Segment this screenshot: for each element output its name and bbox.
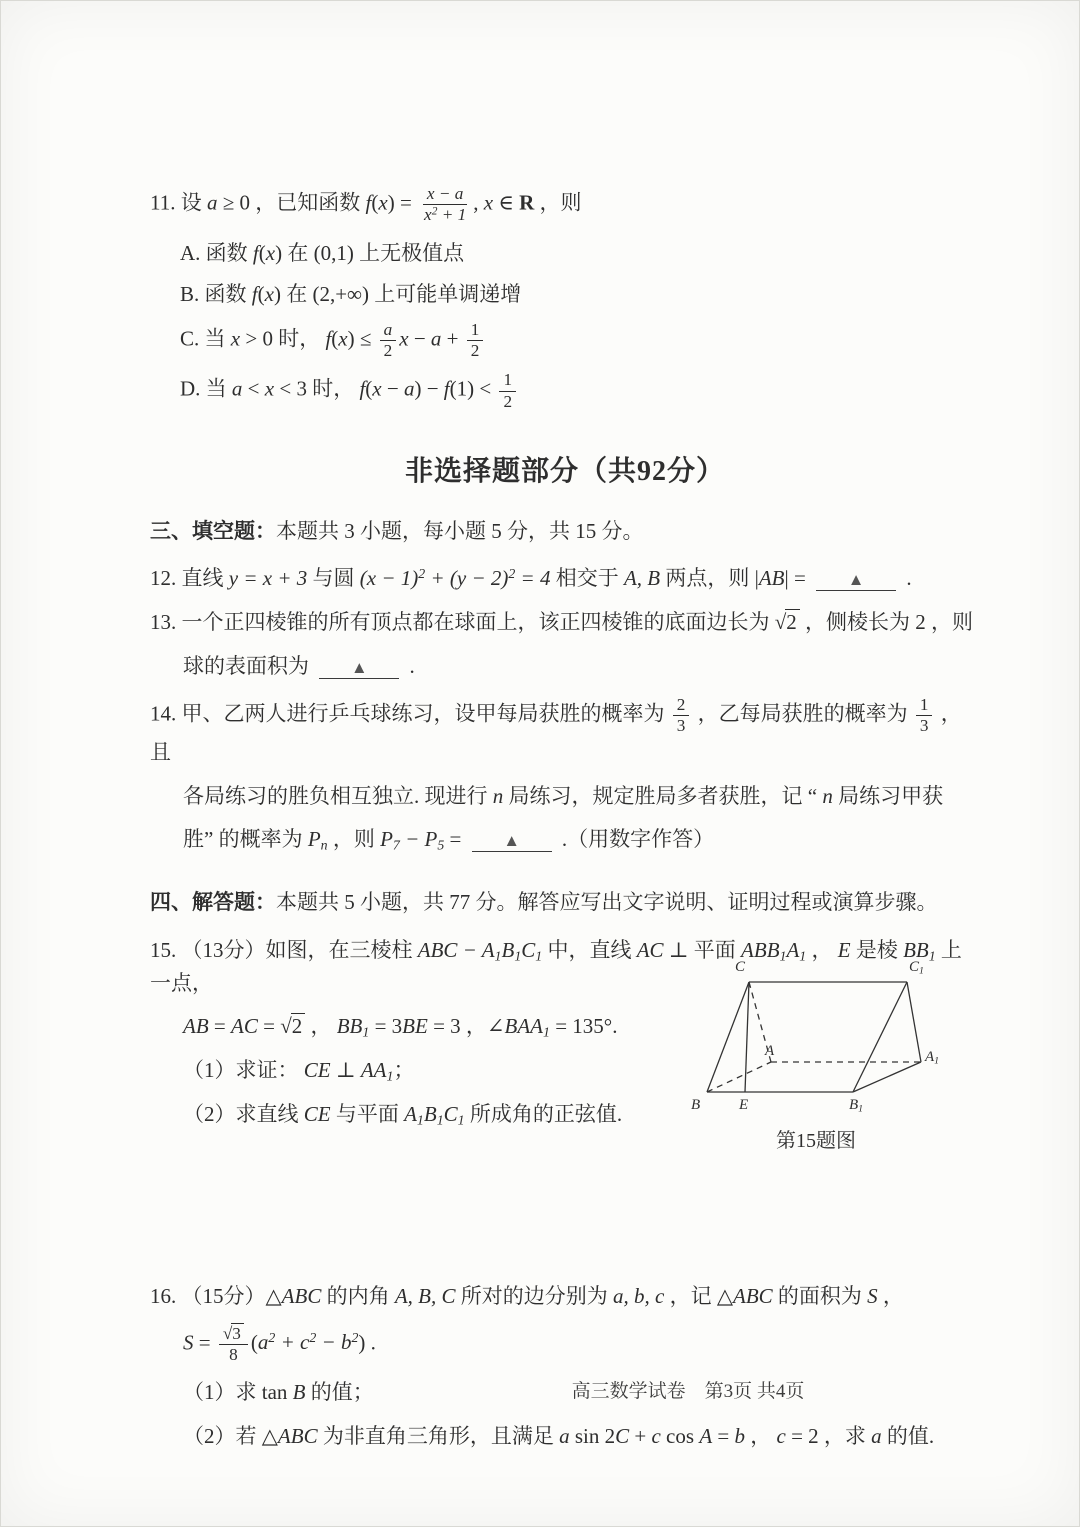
text-run: sin 2 [574,1423,616,1448]
q11-option-c [150,320,980,362]
text-run: < 3 时， [279,376,355,401]
text-run: （2）求直线 [183,1101,299,1126]
numerator [916,695,933,716]
fig15-label-e [739,1098,748,1113]
text-run: D. 当 [180,376,227,401]
math-run: x [483,190,494,215]
fraction [673,695,690,737]
math-run: x [338,326,348,351]
triangle-marker: ▲ [503,831,520,851]
answer-blank [472,828,552,852]
figure-15 [666,960,966,1157]
math-run: a [403,376,415,401]
radicand: 2 [291,1013,306,1038]
prism-svg [677,960,955,1118]
triangle-marker: ▲ [350,658,368,677]
math-run: AC [636,938,664,963]
q15-item1 [150,1054,725,1087]
text-run: 3 [676,715,686,735]
text-run: ，侧棱长为 2 ，则 [805,610,974,635]
math-run: a [871,1423,882,1448]
math-run: x [399,326,409,351]
question-12 [150,562,980,595]
text-run: = [263,1014,275,1039]
math-run: y = x + 3 [228,565,308,590]
math-run: E [837,938,851,963]
math-run: BE [402,1014,428,1039]
q13-line1 [150,606,980,639]
math-run: $(x - 1)^2 + (y - 2)^2 = 4$ [359,565,551,590]
question-11 [150,184,980,412]
text-run: C. 当 [180,326,226,351]
text-run: 12. 直线 [150,565,224,590]
q16-item2 [150,1420,980,1453]
text-run: ⊥ [335,1058,356,1082]
sqrt-radical: √2 [775,610,800,634]
math-run: f [325,326,332,351]
text-run: 的值； [310,1380,374,1405]
fraction [499,370,516,412]
math-run: B [691,1097,701,1114]
text-run: 胜” 的概率为 [183,827,303,852]
fraction [467,320,484,362]
text-run: ( [371,190,379,215]
text-run: ( [258,240,266,265]
text-run: 的值. [886,1423,935,1448]
math-run: x [372,376,382,401]
text-run: 16. （15分）△ [150,1284,282,1309]
text-run: + [446,326,459,351]
text-run: ( [250,1330,258,1355]
text-run: （2）若 △ [183,1423,278,1448]
question-16 [150,1280,980,1452]
text-run: = [198,1330,211,1355]
q11-option-d [150,370,980,412]
math-run: A, B [623,565,661,590]
text-run: 1 [919,694,929,714]
text-run: 2 [503,391,513,411]
text-run: 2 [383,341,393,361]
numerator [673,695,690,716]
math-run: A [765,1043,775,1060]
fig15-label-a1 [925,1050,939,1065]
text-run: 与平面 [335,1101,399,1126]
text-run: 本题共 5 小题，共 77 分。解答应写出文字说明、证明过程或演算步骤。 [276,889,938,914]
text-run: ) = [387,190,412,215]
text-run: 11. 设 [150,190,202,215]
text-run: ，则 [539,190,582,215]
math-run: c [651,1423,661,1448]
numerator [219,1324,248,1345]
text-run: 13. 一个正四棱锥的所有顶点都在球面上，该正四棱锥的底面边长为 [150,610,770,635]
fig15-label-c1 [909,960,924,975]
q15-line2 [150,1010,725,1043]
text-run: ( [365,376,373,401]
text-run: ) . [358,1330,376,1355]
math-run: $P_n$ [307,827,328,853]
radicand: 3 [231,1323,244,1343]
math-run: b [734,1423,745,1448]
answer-blank [319,655,399,679]
math-run: x [378,190,388,215]
math-run: f [365,190,372,215]
q11-option-b [150,278,980,311]
text-run: = 3 [374,1014,403,1039]
footer-text: 高三数学试卷 第3页 共4页 [571,1381,805,1402]
math-run: x [265,240,276,265]
math-run: $BB_1$ [336,1014,370,1040]
text-run: < [247,376,260,401]
text-run: 2 [676,694,686,714]
text-run: > 0 时， [245,326,321,351]
math-run: f [443,376,450,401]
text-run: 1 [470,319,480,339]
math-run: a [207,190,218,215]
math-run: $AA_1$ [360,1058,394,1084]
math-run: AC [231,1014,258,1039]
text-run: = 3 ，∠ [433,1014,505,1039]
math-run: $B_1$ [849,1097,864,1115]
text-run: ，记 △ [669,1284,733,1309]
q14-line1 [150,695,980,769]
q14-line3 [150,823,980,856]
bold-run: 三、填空题： [150,519,276,544]
text-run: (1) < [449,376,492,401]
math-run: a [383,319,393,339]
sqrt-radical: √3 [223,1324,244,1343]
text-run: ， [750,1423,772,1448]
text-run: B. 函数 [180,282,247,307]
text-run: 上一点， [150,938,962,995]
text-run: = [449,827,462,852]
fig15-label-b [691,1098,700,1113]
sqrt-radical: √2 [280,1014,305,1038]
text-run: ( [257,282,265,307]
q12-stem [150,562,980,595]
math-run: a [430,326,442,351]
math-run: f [359,376,366,401]
math-run: ABC − $A_1B_1C_1$ [417,938,543,964]
math-run: $x^2 + 1$ [424,205,467,225]
denominator [420,205,470,225]
section4-heading [150,886,980,919]
numerator [467,320,484,341]
text-run: = 2 ，求 [791,1423,866,1448]
section3-heading [150,515,980,548]
text-run: = [717,1423,730,1448]
text-run: . [409,654,415,678]
text-run: ∈ [498,190,514,215]
text-run: 3 [919,715,929,735]
figure-15-caption: 第15题图 [776,1130,856,1153]
bold-run: 四、解答题： [150,889,276,914]
text-run: ) − [414,376,439,401]
q11-stem [150,184,980,226]
math-run: B [292,1380,306,1405]
text-run: 相交于 [555,565,619,590]
math-run: a, b, c [613,1284,665,1309]
math-run: n [822,783,833,808]
math-run: x [230,326,241,351]
text-run: 的内角 [326,1284,390,1309]
text-run: . [906,565,912,590]
text-run: + [634,1423,647,1448]
question-14 [150,695,980,856]
math-run: ABC [277,1423,318,1448]
text-run: 1 [503,370,513,390]
math-run: x [264,376,275,401]
fig15-label-b1 [849,1098,863,1113]
math-run: AB [183,1014,209,1039]
numerator [423,184,467,205]
text-run: ⊥ 平面 [668,938,736,963]
text-run: , [473,190,479,215]
math-run: $a^2 + c^2 - b^2$ [257,1330,359,1355]
text-run: ，且 [150,701,962,765]
text-run: 局练习，规定胜局多者获胜，记 “ [508,783,818,808]
text-run: 与圆 [312,565,355,590]
text-run: ，则 [332,827,375,852]
text-run: 15. （13分）如图，在三棱柱 [150,938,413,963]
math-run: f [252,240,259,265]
math-run: $A_1$ [925,1049,940,1067]
numerator [499,370,516,391]
text-run: ， [882,1284,904,1309]
text-run: 本题共 3 小题，每小题 5 分，共 15 分。 [276,519,644,544]
text-run: 局练习甲获 [838,783,944,808]
math-run: A [699,1423,713,1448]
q15-item2 [150,1098,725,1131]
math-run: $A_1B_1C_1$ [404,1101,465,1127]
text-run: A. 函数 [180,240,248,265]
math-run: S [867,1284,878,1309]
text-run: 球的表面积为 [183,654,309,678]
math-run: $C_1$ [909,959,924,977]
text-run: 2 [470,341,480,361]
fraction [420,184,470,226]
denominator [673,716,690,736]
math-run: $ABB_1A_1$ [741,938,807,964]
text-run: ) ≤ [347,326,372,351]
text-run: ≥ 0 ，已知函数 [222,190,361,215]
numerator [380,320,397,341]
q14-line2 [150,780,980,813]
math-run: CE [303,1058,331,1082]
text-run: 是棱 [855,938,898,963]
denominator [225,1345,242,1365]
question-15 [150,934,980,1153]
math-run: A, B, C [394,1284,456,1309]
text-run: （1）求证： [183,1058,299,1082]
math-run: x − a [426,184,464,203]
text-run: | = [784,565,806,590]
triangle-marker: ▲ [847,569,865,589]
math-run: f [251,282,258,307]
math-run: $BAA_1$ [504,1014,550,1040]
denominator [380,341,397,361]
math-run: C [615,1423,630,1448]
math-run: S [183,1330,194,1355]
text-run: ) 在 (2,+∞) 上可能单调递增 [273,282,522,307]
math-run: a [559,1423,570,1448]
math-run: C [735,959,746,976]
text-run: ， [310,1014,332,1039]
math-run: c [776,1423,786,1448]
prism-diagram [677,960,955,1118]
text-run: = [213,1014,226,1039]
text-run: ， [811,938,833,963]
fraction [380,320,397,362]
part2-title: 非选择题部分（共92分） [404,455,725,487]
math-run: x [264,282,274,307]
text-run: 各局练习的胜负相互独立. 现进行 [183,783,488,808]
text-run: 两点，则 | [665,565,759,590]
fraction [916,695,933,737]
text-run: = 135°. [555,1014,618,1039]
denominator [499,392,516,412]
q11-option-a [150,237,980,270]
text-run: 所成角的正弦值. [469,1101,623,1126]
text-run: ) 在 (0,1) 上无极值点 [275,240,465,265]
math-run: AB [758,565,785,590]
text-run: （1）求 tan [183,1380,288,1405]
denominator [916,716,933,736]
text-run: 的面积为 [777,1284,862,1309]
math-run: CE [303,1101,331,1126]
question-13 [150,606,980,682]
math-run: a [231,376,243,401]
text-run: ( [331,326,339,351]
q16-line1 [150,1280,980,1313]
text-run: .（用数字作答） [561,827,715,852]
math-run: ABC [732,1284,773,1309]
math-run: $BB_1$ [903,938,936,964]
radicand: 2 [785,609,800,634]
fig15-label-c [735,960,745,975]
text-run: 14. 甲、乙两人进行乒乓球练习，设甲每局获胜的概率为 [150,701,665,726]
page-footer [0,1376,1080,1403]
text-run: cos [666,1423,695,1448]
denominator [467,341,484,361]
text-run: − [413,326,426,351]
math-run: $P_7 - P_5$ [380,827,445,853]
text-run: 中，直线 [547,938,632,963]
fraction [219,1324,248,1366]
text-run: 8 [229,1344,238,1364]
bold-run: R [519,190,535,215]
text-run: 为非直角三角形，且满足 [322,1423,554,1448]
text-run: ； [393,1058,415,1082]
math-run: n [492,783,504,808]
text-run: 所对的边分别为 [460,1284,608,1309]
fig15-label-a [765,1044,774,1059]
text-run: − [386,376,399,401]
q16-line2 [150,1324,980,1366]
math-run: ABC [281,1284,322,1309]
q13-line2 [150,650,980,683]
answer-blank [816,567,896,591]
math-run: E [739,1097,749,1114]
text-run: ，乙每局获胜的概率为 [697,701,908,726]
